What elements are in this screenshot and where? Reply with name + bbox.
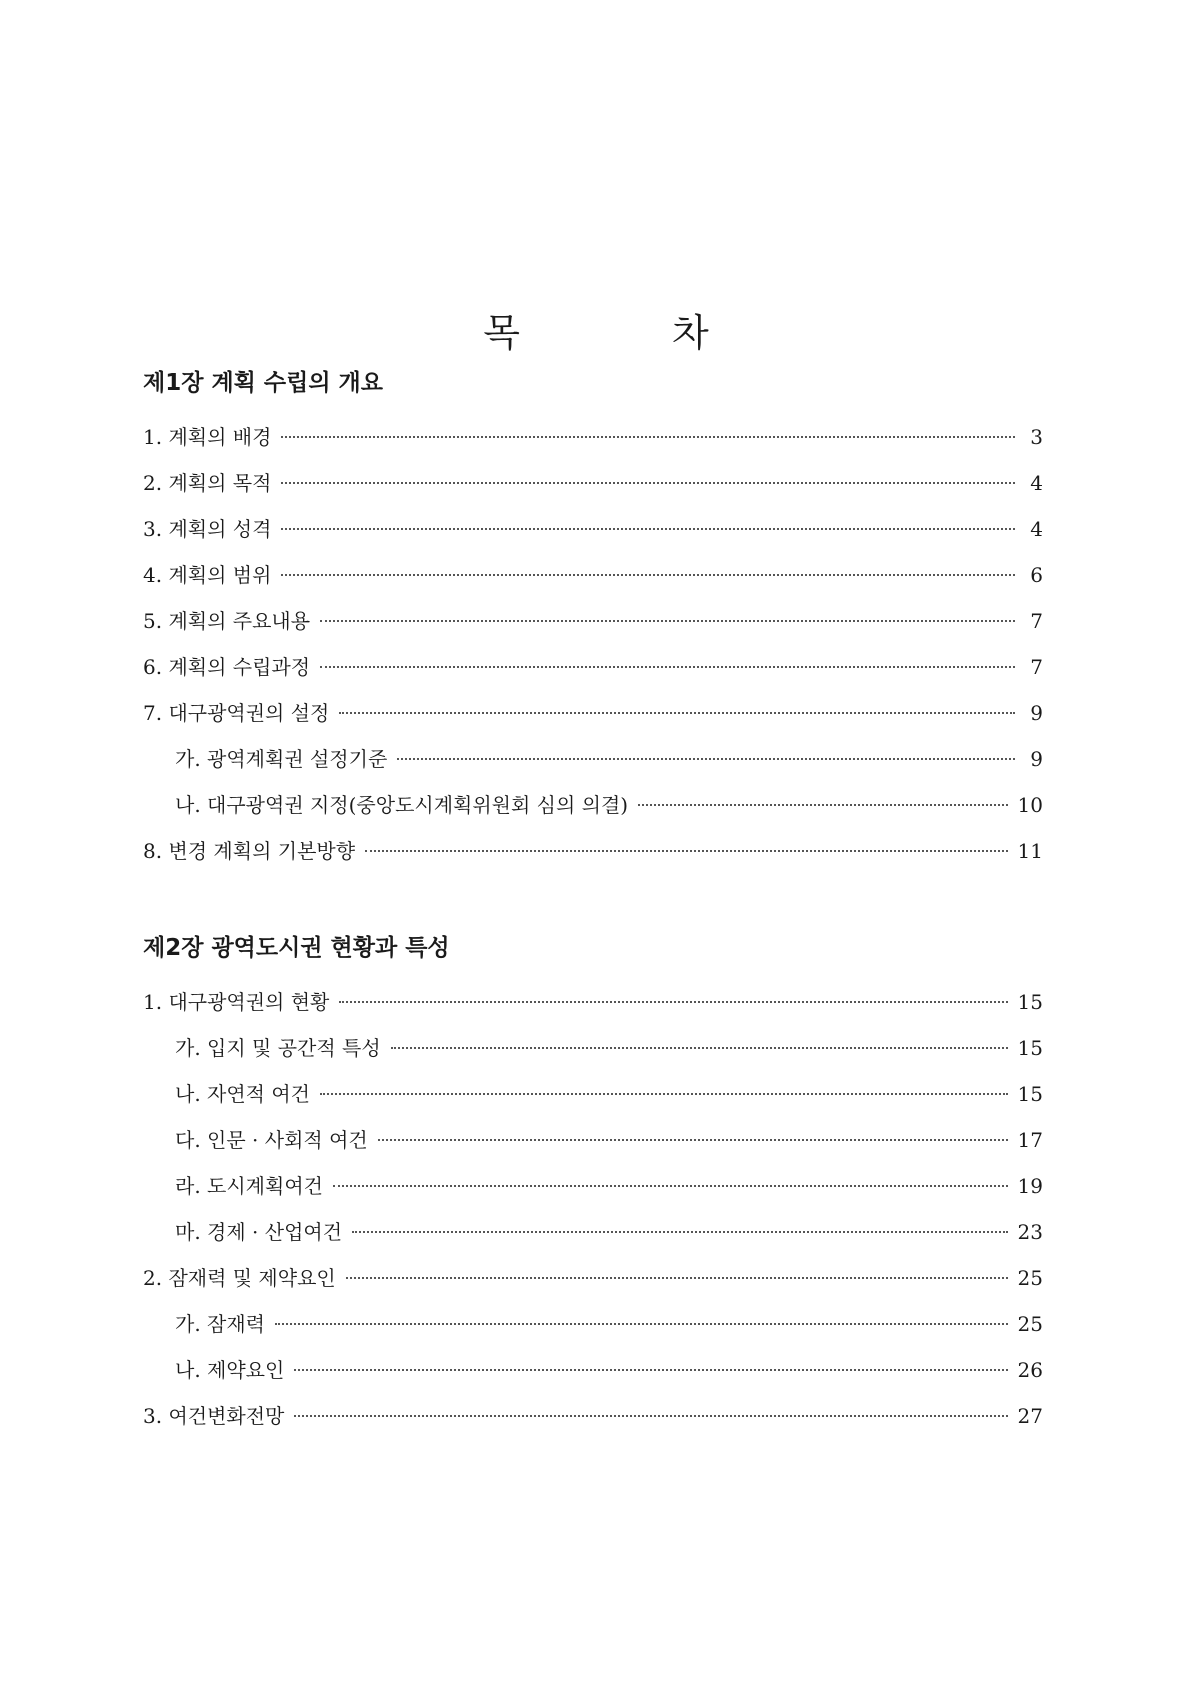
toc-entry-label: 6. 계획의 수립과정: [143, 655, 311, 679]
toc-entry-page-number: 27: [1017, 1404, 1043, 1428]
toc-entry[interactable]: [143, 422, 1043, 468]
dot-leader: [281, 573, 1015, 576]
dot-leader: [320, 619, 1015, 622]
dot-leader: [378, 1138, 1008, 1141]
toc-entry-label: 가. 입지 및 공간적 특성: [175, 1036, 381, 1060]
dot-leader: [281, 481, 1015, 484]
toc-entry[interactable]: [143, 468, 1043, 514]
toc-entry[interactable]: [143, 1171, 1043, 1217]
toc-entry-page-number: 15: [1017, 1082, 1043, 1106]
toc-entry[interactable]: [143, 606, 1043, 652]
toc-entry-page-number: 26: [1017, 1358, 1043, 1382]
dot-leader: [391, 1046, 1008, 1049]
toc-entry-page-number: 25: [1017, 1266, 1043, 1290]
toc-entry[interactable]: [143, 744, 1043, 790]
toc-entry[interactable]: [143, 1125, 1043, 1171]
toc-entry[interactable]: [143, 698, 1043, 744]
toc-entry-page-number: 9: [1030, 701, 1043, 725]
dot-leader: [275, 1322, 1008, 1325]
dot-leader: [352, 1230, 1008, 1233]
toc-entry-label: 다. 인문 · 사회적 여건: [175, 1128, 368, 1152]
toc-entry-label: 2. 계획의 목적: [143, 471, 272, 495]
dot-leader: [339, 1000, 1007, 1003]
chapter-heading: 제1장 계획 수립의 개요: [143, 370, 383, 396]
toc-entry-page-number: 3: [1030, 425, 1043, 449]
toc-list: [143, 987, 1043, 1447]
toc-entry[interactable]: [143, 836, 1043, 882]
toc-entry-label: 8. 변경 계획의 기본방향: [143, 839, 356, 863]
toc-entry-label: 7. 대구광역권의 설정: [143, 701, 330, 725]
toc-entry-label: 5. 계획의 주요내용: [143, 609, 311, 633]
chapter-1: [143, 368, 1043, 882]
toc-entry-label: 3. 계획의 성격: [143, 517, 272, 541]
toc-entry-page-number: 11: [1017, 839, 1043, 863]
dot-leader: [281, 527, 1015, 530]
toc-entry-label: 나. 자연적 여건: [175, 1082, 310, 1106]
toc-entry[interactable]: [143, 560, 1043, 606]
toc-entry-page-number: 7: [1030, 609, 1043, 633]
toc-entry-page-number: 7: [1030, 655, 1043, 679]
dot-leader: [294, 1414, 1007, 1417]
toc-entry-label: 1. 대구광역권의 현황: [143, 990, 330, 1014]
toc-entry-label: 라. 도시계획여건: [175, 1174, 323, 1198]
toc-entry[interactable]: [143, 652, 1043, 698]
toc-entry-page-number: 19: [1017, 1174, 1043, 1198]
toc-entry-label: 1. 계획의 배경: [143, 425, 272, 449]
dot-leader: [320, 1092, 1008, 1095]
toc-entry-page-number: 23: [1017, 1220, 1043, 1244]
toc-entry-label: 2. 잠재력 및 제약요인: [143, 1266, 336, 1290]
toc-entry-label: 가. 잠재력: [175, 1312, 265, 1336]
dot-leader: [294, 1368, 1007, 1371]
toc-entry[interactable]: [143, 514, 1043, 560]
toc-entry-page-number: 10: [1017, 793, 1043, 817]
toc-entry[interactable]: [143, 1217, 1043, 1263]
toc-entry[interactable]: [143, 1355, 1043, 1401]
toc-entry-page-number: 9: [1030, 747, 1043, 771]
dot-leader: [339, 711, 1015, 714]
dot-leader: [320, 665, 1015, 668]
toc-entry[interactable]: [143, 987, 1043, 1033]
dot-leader: [281, 435, 1015, 438]
toc-entry-label: 4. 계획의 범위: [143, 563, 272, 587]
toc-entry-page-number: 15: [1017, 990, 1043, 1014]
toc-list: [143, 422, 1043, 882]
dot-leader: [365, 849, 1008, 852]
toc-entry[interactable]: [143, 1263, 1043, 1309]
toc-entry-label: 3. 여건변화전망: [143, 1404, 285, 1428]
toc-entry-label: 가. 광역계획권 설정기준: [175, 747, 388, 771]
toc-entry-label: 마. 경제 · 산업여건: [175, 1220, 343, 1244]
toc-entry-page-number: 6: [1030, 563, 1043, 587]
toc-entry-page-number: 17: [1017, 1128, 1043, 1152]
toc-entry-label: 나. 대구광역권 지정(중앙도시계획위원회 심의 의결): [175, 793, 629, 817]
chapter-2: [143, 933, 1043, 1447]
toc-entry[interactable]: [143, 1079, 1043, 1125]
toc-entry[interactable]: [143, 1401, 1043, 1447]
toc-entry-label: 나. 제약요인: [175, 1358, 285, 1382]
toc-entry-page-number: 4: [1030, 471, 1043, 495]
toc-entry-page-number: 15: [1017, 1036, 1043, 1060]
toc-entry[interactable]: [143, 1309, 1043, 1355]
chapter-heading: 제2장 광역도시권 현황과 특성: [143, 935, 450, 961]
toc-entry[interactable]: [143, 790, 1043, 836]
page-title: 목 차: [483, 311, 779, 356]
toc-entry-page-number: 4: [1030, 517, 1043, 541]
dot-leader: [397, 757, 1015, 760]
dot-leader: [638, 803, 1007, 806]
toc-entry-page-number: 25: [1017, 1312, 1043, 1336]
toc-entry[interactable]: [143, 1033, 1043, 1079]
dot-leader: [346, 1276, 1008, 1279]
dot-leader: [333, 1184, 1008, 1187]
